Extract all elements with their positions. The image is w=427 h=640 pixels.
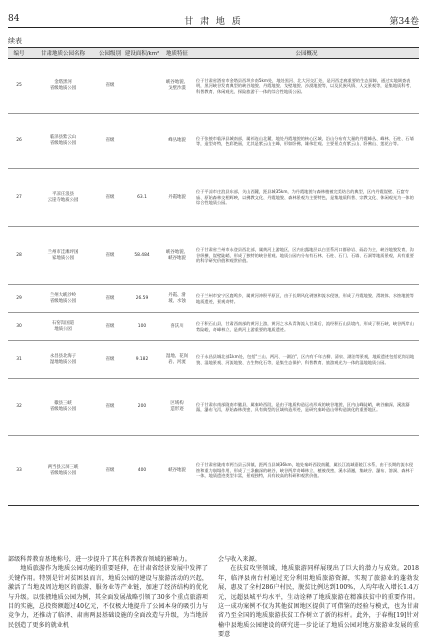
- park-feature: 丹霞地貌: [160, 169, 194, 227]
- park-area: 200: [124, 379, 160, 436]
- park-feature: 喜沃川: [160, 313, 194, 341]
- park-description: 位于甘肃东南部陇南市徽县，属秦岭西段，是由于地质构造运动形成的峡谷地貌，区内山峰陡峭，峡谷幽深，溪流潺潺，瀑布飞泻，原始森林茂密，具有典型的区域构造形迹，是研究秦岭造山带构造演化的重要地区。: [194, 379, 419, 436]
- table-row: [8, 285, 419, 313]
- volume-label: 第34卷: [389, 17, 419, 27]
- body-right-column: [218, 555, 419, 640]
- park-feature: 湿地、花岗 岩、河流: [160, 341, 194, 379]
- row-number: 25: [8, 59, 30, 114]
- park-area: 400: [124, 436, 160, 506]
- park-level: 省级: [96, 341, 124, 379]
- running-header: [8, 14, 419, 26]
- row-number: 27: [8, 169, 30, 227]
- journal-title: 甘 肃 地 质: [184, 17, 243, 27]
- geopark-table: [8, 47, 419, 506]
- park-area: 63.1: [124, 169, 160, 227]
- park-area: 9.182: [124, 341, 160, 379]
- park-level: 省级: [96, 169, 124, 227]
- park-name: 兰州市洼滩坪国 家地质公园: [30, 227, 96, 285]
- park-name: 兰州大峡沙岭 省级地质公园: [30, 285, 96, 313]
- body-paragraph: 会与收入来源。: [218, 556, 261, 563]
- park-level: 省级: [96, 285, 124, 313]
- row-number: 32: [8, 379, 30, 436]
- park-level: 省级: [96, 313, 124, 341]
- park-name: 永昌县北海子 湿地地质公园: [30, 341, 96, 379]
- park-area: [124, 114, 160, 169]
- table-row: [8, 436, 419, 506]
- park-level: 省级: [96, 227, 124, 285]
- park-description: 位于甘肃省兰州市永登县西北部，属黄河上游地区，区内出露地层以白垩系河口群砂岩、砾岩为主，峡谷地貌发育，沟谷纵横，崖壁陡峭，形成了独特的峡谷景观。地质公园内分布有石林、石柱、石门、石墙、石洞等地质景观，具有重要的科学研究价值和观赏价值。: [194, 227, 419, 285]
- park-feature: 峡谷地貌: [160, 436, 194, 506]
- park-feature: 区域构 造形迹: [160, 379, 194, 436]
- body-paragraph: 部级科普教育基地称号，进一步提升了其在科普教育领域的影响力。: [8, 556, 191, 563]
- park-description: 位于兰州市安宁区鹿鸣乡，属黄河冲积平原区，由于长期风化剥蚀和流水侵蚀，形成了丹霞地貌、滑坡体、水蚀地貌等地质遗迹，景观奇特。: [194, 285, 419, 313]
- park-name: 徽县三峡 省级地质公园: [30, 379, 96, 436]
- park-level: 省级: [96, 114, 124, 169]
- park-name: 金塔黑河 省级地质公园: [30, 59, 96, 114]
- table-row: [8, 227, 419, 285]
- park-level: 省级: [96, 379, 124, 436]
- table-row: [8, 341, 419, 379]
- park-level: 省级: [96, 436, 124, 506]
- body-left-column: [8, 555, 208, 630]
- park-description: 位于积石山县，甘肃西南部的黄河上游，黄河之水从青海流入甘肃后，流经积石山县境内，形成了积石峡，峡谷两岸山势险峻，奇峰林立，是黄河上游重要的地质遗迹。: [194, 313, 419, 341]
- table-row: [8, 169, 419, 227]
- row-number: 26: [8, 114, 30, 169]
- col-header-name: 甘肃地质公园名称: [30, 48, 96, 59]
- table-row: [8, 313, 419, 341]
- col-header-feature: 地质特征: [160, 48, 194, 59]
- page-number: 84: [8, 14, 20, 24]
- table-header-row: [8, 48, 419, 59]
- park-area: [124, 59, 160, 114]
- row-number: 29: [8, 285, 30, 313]
- park-area: 100: [124, 313, 160, 341]
- park-name: 平凉庄浪县 云崖寺地质公园: [30, 169, 96, 227]
- row-number: 28: [8, 227, 30, 285]
- table-row: [8, 59, 419, 114]
- park-feature: 峰丛地貌: [160, 114, 194, 169]
- park-name: 两当县云屏三峡 省级地质公园: [30, 436, 96, 506]
- row-number: 30: [8, 313, 30, 341]
- col-header-desc: 公园概况: [194, 48, 419, 59]
- col-header-no: 编号: [8, 48, 30, 59]
- park-area: 58.484: [124, 227, 160, 285]
- header-rule: [8, 27, 419, 28]
- park-name: 临泽县紫云山 省级地质公园: [30, 114, 96, 169]
- col-header-area: 建设面积/km²: [124, 48, 160, 59]
- park-feature: 峡谷地貌、 戈壁沙漠: [160, 59, 194, 114]
- park-area: 26.59: [124, 285, 160, 313]
- park-name: 石窑沟国道 地质公园: [30, 313, 96, 341]
- body-paragraph: 地质旅游作为地质公园功能的重要延伸，在甘肃省经济发展中发挥了关键作用。特别是针对贫困县而言，地质公园的建设与旅游活动的兴起，激活了当地及周边地区的旅游、服务业等产业链，加速了经济结构的优化与升级。以张掖地质公园为例，其全面发展战略引领了30多个重点旅游项目的实施，总投资额超过40亿元，不仅极大地提升了公园本身的吸引力与竞争力，还推动了临泽、肃南两县基础设施的全面改造与升级，为当地居民创造了更多的就业机: [8, 565, 208, 629]
- body-paragraph: 在扶贫攻坚领域，地质旅游同样展现出了巨大的潜力与成效。2018年，临泽县南台村通过充分利用地质旅游资源，实现了旅游业的蓬勃发展，惠及了全村286户村民，脱贫比例达到100%，人均年收入增长1.4万元，远超县城平均水平，生动诠释了地质旅游在精准扶贫中的重要作用。这一成功案例不仅为其他贫困地区提供了可借鉴的经验与模式，也为甘肃省乃至全国的地质旅游扶贫工作树立了新的标杆。此外，于春梅[19]针对榆中县地质公园建设的研究进一步论证了地质公园对地方旅游业发展的重要意: [218, 565, 419, 639]
- park-level: 省级: [96, 59, 124, 114]
- park-description: 位于甘肃省酒泉市金塔县西坝乡南5km处，地处黑河、北大河交汇处，是河西走廊重要的生态屏障，通过实地调查表明，黑河峡谷发育典型的峡谷地貌、丹霞地貌、戈壁地貌、沙漠地貌等，以及民族风情、人文景观等，是集地质科考、科普教育、休闲观光、探险旅游于一体的综合性地质公园。: [194, 59, 419, 114]
- table-row: [8, 114, 419, 169]
- park-description: 位于张掖市临泽县城南部，属祁连山北麓，地处丹霞地貌的核心区域，沿山分布有大量的丹霞峰丛、峰林、石柱、石墙等，造型奇特，色彩艳丽，尤其是紫云山主峰，形如卧佛，雄伟壮观。主要景点有紫云山、卧佛山、莲花台等。: [194, 114, 419, 169]
- park-description: 位于甘肃省陇南市两当县云屏镇，距两当县城36km，地处秦岭西段南麓，属长江流域嘉陵江水系，由于长期的流水侵蚀和重力崩塌作用，形成了三条幽深的峡谷，峡谷两岸奇峰林立，植被茂密，溪水清澈，集峡谷、瀑布、溶洞、森林于一体，地质遗迹类型丰富，景观独特，具有较高的科研和观赏价值。: [194, 436, 419, 506]
- table-row: [8, 379, 419, 436]
- row-number: 33: [8, 436, 30, 506]
- col-header-level: 公园级别: [96, 48, 124, 59]
- row-number: 31: [8, 341, 30, 379]
- park-feature: 丹霞、滑 坡、水蚀: [160, 285, 194, 313]
- park-description: 位于平凉市庄浪县东部，关山西麓，距县城35km，为丹霞地貌与森林植被完美结合的典型，区内丹霞崖壁、石窟寺庙、原始森林交相辉映，以佛教文化、丹霞地貌、森林景观为主要特色，是集地质科普、宗教文化、休闲观光为一体的综合性地质公园。: [194, 169, 419, 227]
- continued-label: 续表: [8, 37, 22, 45]
- park-description: 位于永昌县城北部1km处，包括"三山、两河、一湖泊"，区内有千年古柳、清泉、湖泊等景观，地质遗迹包括花岗岩地貌、湿地景观、河流地貌、古生物化石等，是集生态保护、科普教育、旅游观光为一体的湿地地质公园。: [194, 341, 419, 379]
- park-feature: 峡谷地貌、 峡谷地貌: [160, 227, 194, 285]
